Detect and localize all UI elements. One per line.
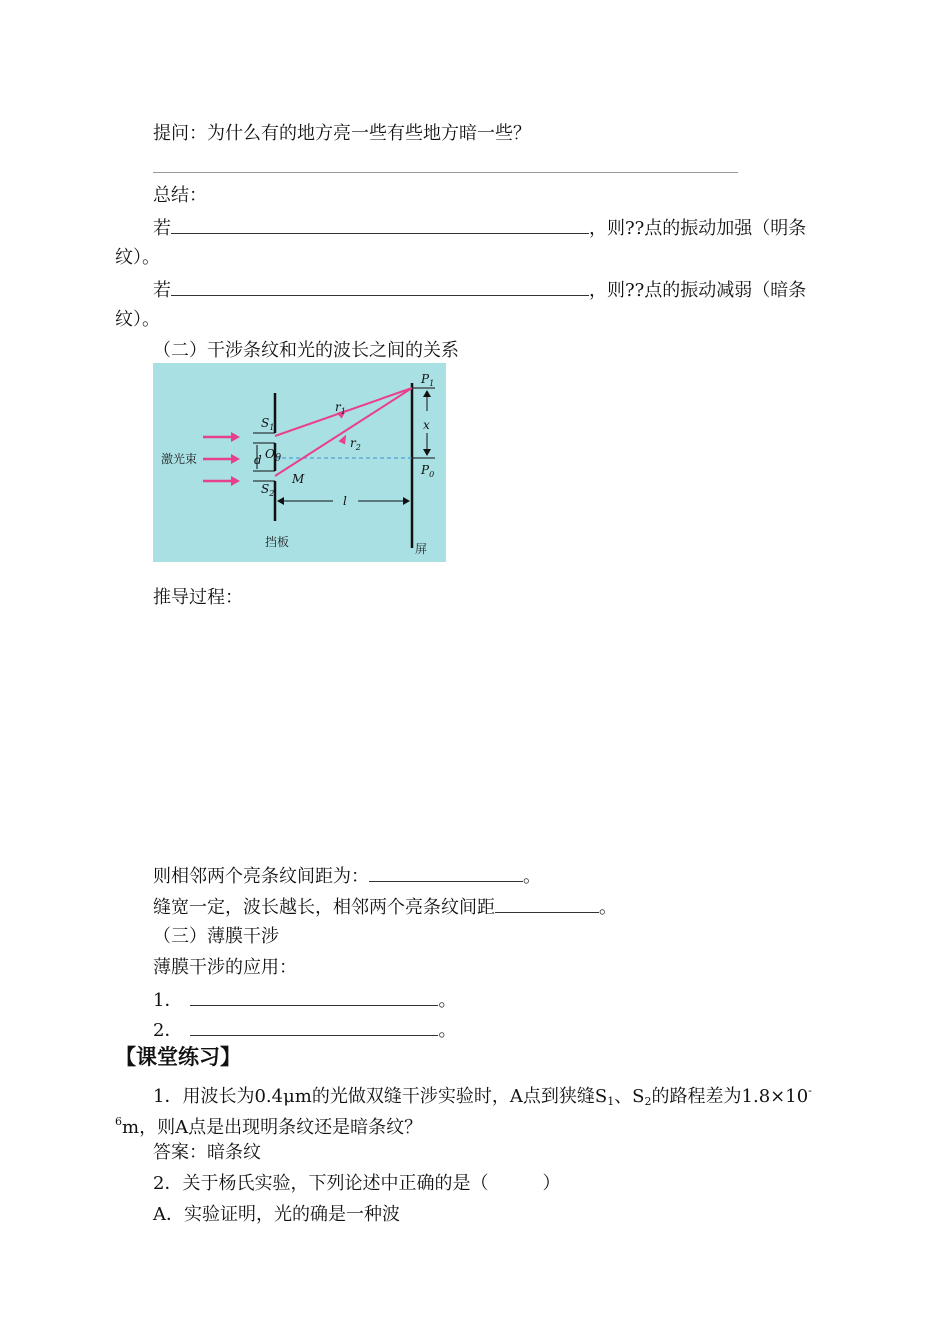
app-item-2-suffix: 。 (438, 1020, 457, 1041)
wavelength-line (153, 894, 617, 920)
spacing-line (153, 863, 541, 889)
q1-part1: 1．用波长为0.4μm的光做双缝干涉实验时，A点到狭缝S (153, 1086, 608, 1107)
app-item-1-blank[interactable] (190, 987, 438, 1006)
q1-sub2: 2 (644, 1095, 652, 1108)
derivation-label: 推导过程： (153, 587, 243, 608)
cond-dark-blank[interactable] (171, 277, 589, 296)
wavelength-prefix: 缝宽一定，波长越长，相邻两个亮条纹间距 (153, 897, 495, 918)
cond-dark-wrap: 纹）。 (115, 309, 160, 330)
question-2-option-a: A．实验证明，光的确是一种波 (153, 1204, 400, 1225)
summary-label: 总结： (153, 185, 207, 206)
answer-1: 答案：暗条纹 (153, 1142, 261, 1163)
spacing-prefix: 则相邻两个亮条纹间距为： (153, 866, 369, 887)
label-r1: $r_1$ (335, 400, 346, 416)
q1-part2: 、S (614, 1086, 645, 1107)
question-prompt: 提问：为什么有的地方亮一些有些地方暗一些？ (153, 123, 531, 144)
wavelength-suffix: 。 (599, 897, 617, 918)
q1-cont: m，则A点是出现明条纹还是暗条纹？ (122, 1117, 423, 1138)
label-p1: $P_1$ (421, 372, 435, 388)
label-s1: $S_1$ (261, 416, 275, 432)
app-item-2 (153, 1017, 456, 1043)
section2-title: （二）干涉条纹和光的波长之间的关系 (153, 340, 459, 361)
question-1-cont (115, 1110, 422, 1140)
cond-bright-prefix: 若 (153, 218, 171, 239)
cond-bright-line (153, 215, 806, 241)
app-item-2-num: 2． (153, 1020, 183, 1041)
label-o: O (265, 447, 275, 461)
label-r2: $r_2$ (350, 436, 361, 452)
cond-dark-line (153, 277, 806, 303)
q1-part3: 的路程差为1.8×10 (651, 1086, 809, 1107)
double-slit-diagram (153, 363, 446, 562)
barrier-label: 挡板 (265, 535, 290, 549)
cond-dark-prefix: 若 (153, 280, 171, 301)
app-item-1 (153, 987, 456, 1013)
cond-bright-wrap: 纹）。 (115, 247, 160, 268)
beam-label: 激光束 (161, 452, 198, 466)
label-theta: θ (275, 453, 282, 464)
q1-sub1: 1 (607, 1095, 615, 1108)
label-s2: $S_2$ (261, 482, 275, 498)
label-l: l (343, 494, 347, 508)
label-p0: $P_0$ (421, 463, 435, 479)
spacing-suffix: 。 (523, 866, 541, 887)
section3-title: （三）薄膜干涉 (153, 926, 279, 947)
q1-sup-dash: - (808, 1084, 812, 1097)
cond-dark-suffix: ，则??点的振动减弱（暗条 (589, 280, 807, 301)
label-d: d (254, 453, 262, 467)
cond-bright-suffix: ，则??点的振动加强（明条 (589, 218, 807, 239)
app-item-1-num: 1． (153, 990, 183, 1011)
cond-bright-blank[interactable] (171, 215, 589, 234)
spacing-blank[interactable] (369, 863, 523, 882)
app-item-1-suffix: 。 (438, 990, 457, 1011)
screen-label: 屏 (415, 542, 428, 556)
label-x: x (423, 418, 430, 432)
answer-rule (153, 172, 738, 173)
question-1 (153, 1079, 812, 1114)
q1-cont-sup: 6 (115, 1115, 122, 1128)
thin-film-app-label: 薄膜干涉的应用： (153, 957, 297, 978)
question-2: 2．关于杨氏实验，下列论述中正确的是（ ） (153, 1173, 561, 1194)
practice-heading: 【课堂练习】 (115, 1044, 241, 1069)
label-m: M (292, 472, 305, 486)
wavelength-blank[interactable] (495, 894, 599, 913)
app-item-2-blank[interactable] (190, 1017, 438, 1036)
